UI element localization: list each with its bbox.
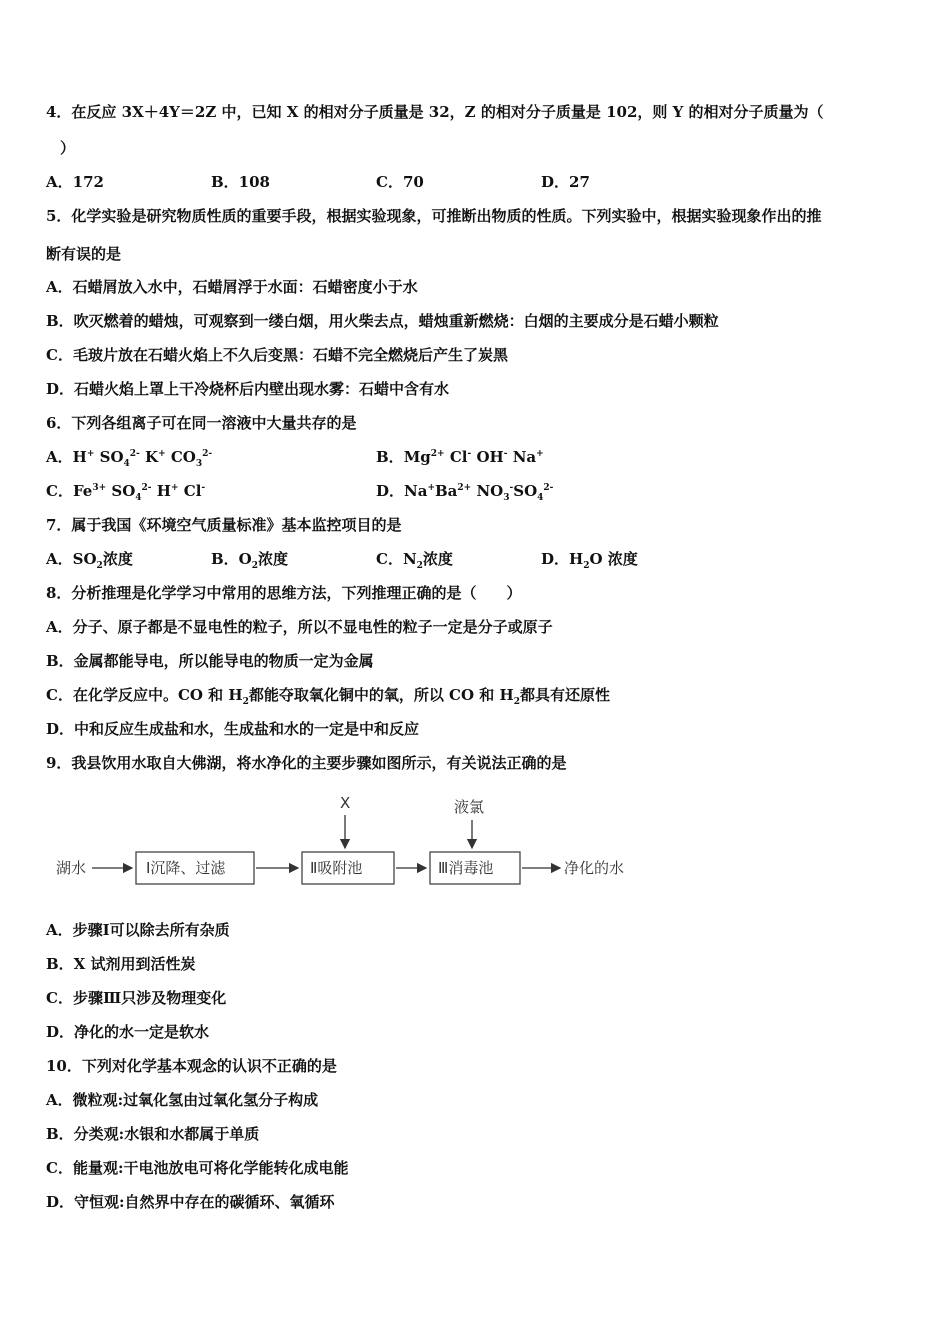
q5-option-c: C．毛玻片放在石蜡火焰上不久后变黑：石蜡不完全燃烧后产生了炭黑 [46, 346, 508, 364]
q10-option-a: A．微粒观:过氧化氢由过氧化氢分子构成 [46, 1091, 319, 1109]
diagram-input-chlorine: 液氯 [454, 798, 485, 816]
q8-option-d: D．中和反应生成盐和水，生成盐和水的一定是中和反应 [46, 720, 420, 738]
diagram-end-label: 净化的水 [564, 859, 625, 877]
q7-option-b: B．$O_2$浓度 [211, 550, 289, 571]
q8-option-c: C．在化学反应中。CO 和 $H_2$都能夺取氧化铜中的氧，所以 CO 和 $H_2$都具有还原性 [46, 686, 610, 707]
diagram-input-x: X [340, 794, 351, 812]
diagram-start-label: 湖水 [56, 859, 87, 877]
q9-option-a: A．步骤Ⅰ可以除去所有杂质 [46, 921, 230, 939]
q4-stem-end: ） [60, 139, 76, 157]
q6-stem: 6．下列各组离子可在同一溶液中大量共存的是 [46, 414, 357, 432]
q9-option-c: C．步骤Ⅲ只涉及物理变化 [46, 989, 227, 1007]
q8-option-a: A．分子、原子都是不显电性的粒子，所以不显电性的粒子一定是分子或原子 [46, 618, 553, 636]
q8-stem: 8．分析推理是化学学习中常用的思维方法，下列推理正确的是（ ） [46, 584, 522, 602]
q6-option-a: A．H+ $SO_4^{2-}$ K+ $CO_3^{2-}$ [46, 448, 213, 469]
q4-option-d: D．27 [541, 173, 590, 191]
q10-option-b: B．分类观:水银和水都属于单质 [46, 1125, 260, 1143]
q6-option-c: C．$Fe^{3+}$ $SO_4^{2-}$ H+ Cl- [46, 482, 206, 503]
q9-stem: 9．我县饮用水取自大佛湖，将水净化的主要步骤如图所示，有关说法正确的是 [46, 754, 567, 772]
q7-option-c: C．$N_2$浓度 [376, 550, 453, 571]
q6-option-b: B．$Mg^{2+}$ Cl- OH- Na+ [376, 448, 544, 466]
q5-option-d: D．石蜡火焰上罩上干冷烧杯后内壁出现水雾：石蜡中含有水 [46, 380, 450, 398]
q9-option-b: B．X 试剂用到活性炭 [46, 955, 196, 973]
q10-stem: 10．下列对化学基本观念的认识不正确的是 [46, 1057, 337, 1075]
q4-option-a: A．172 [46, 173, 104, 191]
q4-option-b: B．108 [211, 173, 270, 191]
diagram-step2-label: Ⅱ吸附池 [310, 859, 363, 877]
q7-option-d: D．$H_2O$ 浓度 [541, 550, 638, 571]
q5-stem-line2: 断有误的是 [46, 245, 122, 263]
q10-option-c: C．能量观:干电池放电可将化学能转化成电能 [46, 1159, 349, 1177]
q5-option-b: B．吹灭燃着的蜡烛，可观察到一缕白烟，用火柴去点，蜡烛重新燃烧：白烟的主要成分是石蜡小颗粒 [46, 312, 719, 330]
q6-option-d: D．$Na^+Ba^{2+}$ $NO_3^-SO_4^{2-}$ [376, 482, 554, 503]
q8-option-b: B．金属都能导电，所以能导电的物质一定为金属 [46, 652, 374, 670]
diagram-step1-label: Ⅰ沉降、过滤 [146, 859, 226, 877]
q4-stem: 4．在反应 3X＋4Y＝2Z 中，已知 X 的相对分子质量是 32，Z 的相对分子质量是 102，则 Y 的相对分子质量为（ [46, 103, 824, 121]
q5-stem-line1: 5．化学实验是研究物质性质的重要手段，根据实验现象，可推断出物质的性质。下列实验中，根据实验现象作出的推 [46, 207, 822, 225]
diagram-step3-label: Ⅲ消毒池 [438, 859, 494, 877]
q10-option-d: D．守恒观:自然界中存在的碳循环、氧循环 [46, 1193, 335, 1211]
q7-option-a: A．$SO_2$浓度 [46, 550, 133, 571]
water-purification-diagram [54, 790, 644, 900]
q4-option-c: C．70 [376, 173, 424, 191]
q5-option-a: A．石蜡屑放入水中，石蜡屑浮于水面：石蜡密度小于水 [46, 278, 418, 296]
q7-stem: 7．属于我国《环境空气质量标准》基本监控项目的是 [46, 516, 402, 534]
q9-option-d: D．净化的水一定是软水 [46, 1023, 210, 1041]
